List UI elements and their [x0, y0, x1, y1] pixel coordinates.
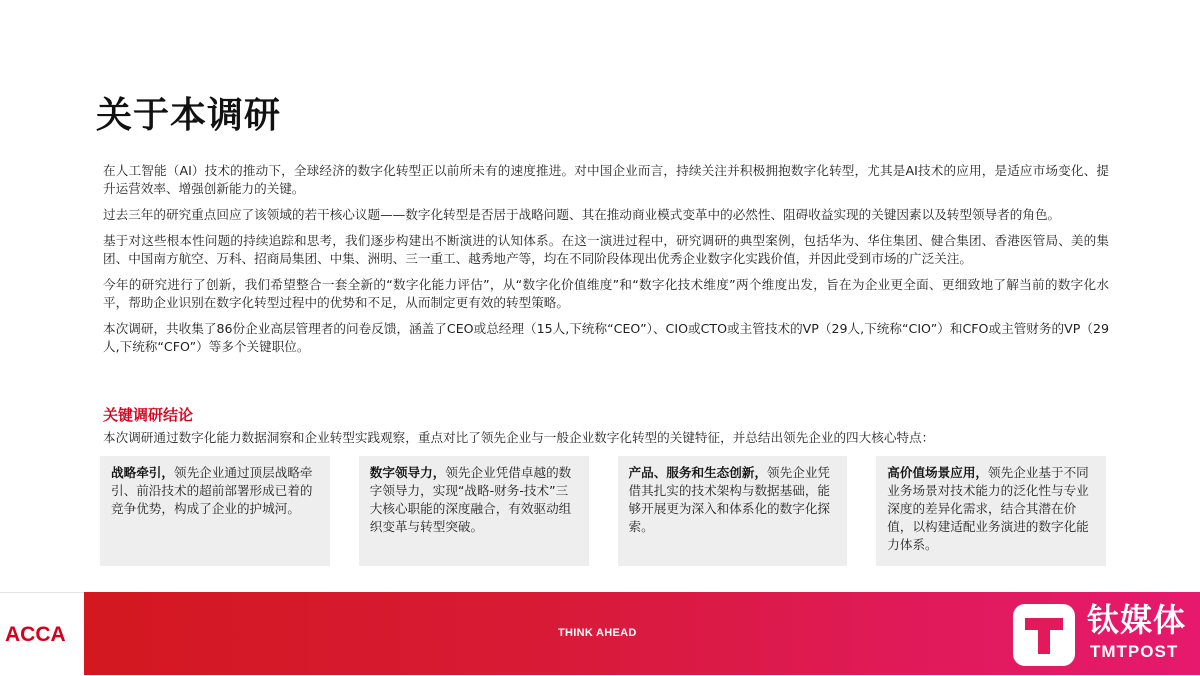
card-text: 领先企业凭借其扎实的技术架构与数据基础，能够开展更为深入和体系化的数字化探索。 [628, 465, 830, 534]
page-title: 关于本调研 [96, 95, 282, 136]
paragraph: 过去三年的研究重点回应了该领域的若干核心议题——数字化转型是否居于战略问题、其在推动商业模式变革中的必然性、阻碍收益实现的关键因素以及转型领导者的角色。 [103, 207, 1061, 222]
footer [0, 592, 1200, 675]
conclusion-card [618, 456, 848, 566]
card-lead: 数字领导力， [369, 465, 446, 480]
conclusion-cards [100, 456, 1106, 566]
card-text: 领先企业通过顶层战略牵引、前沿技术的超前部署形成已着的竞争优势，构成了企业的护城河。 [111, 465, 313, 516]
section-heading: 关键调研结论 [103, 406, 194, 424]
tmtpost-t-icon [1013, 604, 1075, 666]
card-text: 领先企业凭借卓越的数字领导力，实现“战略-财务-技术”三大核心职能的深度融合，有效驱动组织变革与转型突破。 [369, 465, 572, 534]
brand-name-en: TMTPOST [1090, 642, 1179, 661]
conclusion-card [100, 456, 330, 566]
paragraph: 本次调研，共收集了86份企业高层管理者的问卷反馈，涵盖了CEO或总经理（15人,下统称“CEO”）、CIO或CTO或主管技术的VP（29人,下统称“CIO”）和CFO或主管财务的VP（29人,下统称“CFO”）等多个关键职位。 [103, 321, 1109, 354]
body-text [103, 162, 1109, 364]
card-text: 领先企业基于不同业务场景对技术能力的泛化性与专业深度的差异化需求，结合其潜在价值，以构建适配业务演进的数字化能力体系。 [887, 465, 1089, 552]
paragraph: 在人工智能（AI）技术的推动下，全球经济的数字化转型正以前所未有的速度推进。对中国企业而言，持续关注并积极拥抱数字化转型，尤其是AI技术的应用，是适应市场变化、提升运营效率、增强创新能力的关键。 [103, 163, 1109, 196]
card-lead: 战略牵引， [111, 465, 174, 480]
tagline: THINK AHEAD [558, 627, 637, 639]
acca-logo-area [0, 592, 84, 676]
card-lead: 产品、服务和生态创新， [628, 465, 768, 480]
brand-name-cn: 钛媒体 [1087, 601, 1187, 639]
section-intro: 本次调研通过数字化能力数据洞察和企业转型实践观察，重点对比了领先企业与一般企业数字化转型的关键特征，并总结出领先企业的四大核心特点： [103, 430, 935, 445]
paragraph: 今年的研究进行了创新，我们希望整合一套全新的“数字化能力评估”，从“数字化价值维度”和“数字化技术维度”两个维度出发，旨在为企业更全面、更细致地了解当前的数字化水平，帮助企业识别在数字化转型过程中的优势和不足，从而制定更有效的转型策略。 [103, 277, 1109, 310]
footer-band [84, 592, 1200, 675]
acca-logo: ACCA [5, 623, 66, 646]
conclusion-card [359, 456, 589, 566]
conclusion-card [876, 456, 1106, 566]
card-lead: 高价值场景应用， [887, 465, 988, 480]
paragraph: 基于对这些根本性问题的持续追踪和思考，我们逐步构建出不断演进的认知体系。在这一演进过程中，研究调研的典型案例，包括华为、华住集团、健合集团、香港医管局、美的集团、中国南方航空、万科、招商局集团、中集、洲明、三一重工、越秀地产等，均在不同阶段体现出优秀企业数字化实践价值，并因此受到市场的广泛关注。 [103, 233, 1109, 266]
